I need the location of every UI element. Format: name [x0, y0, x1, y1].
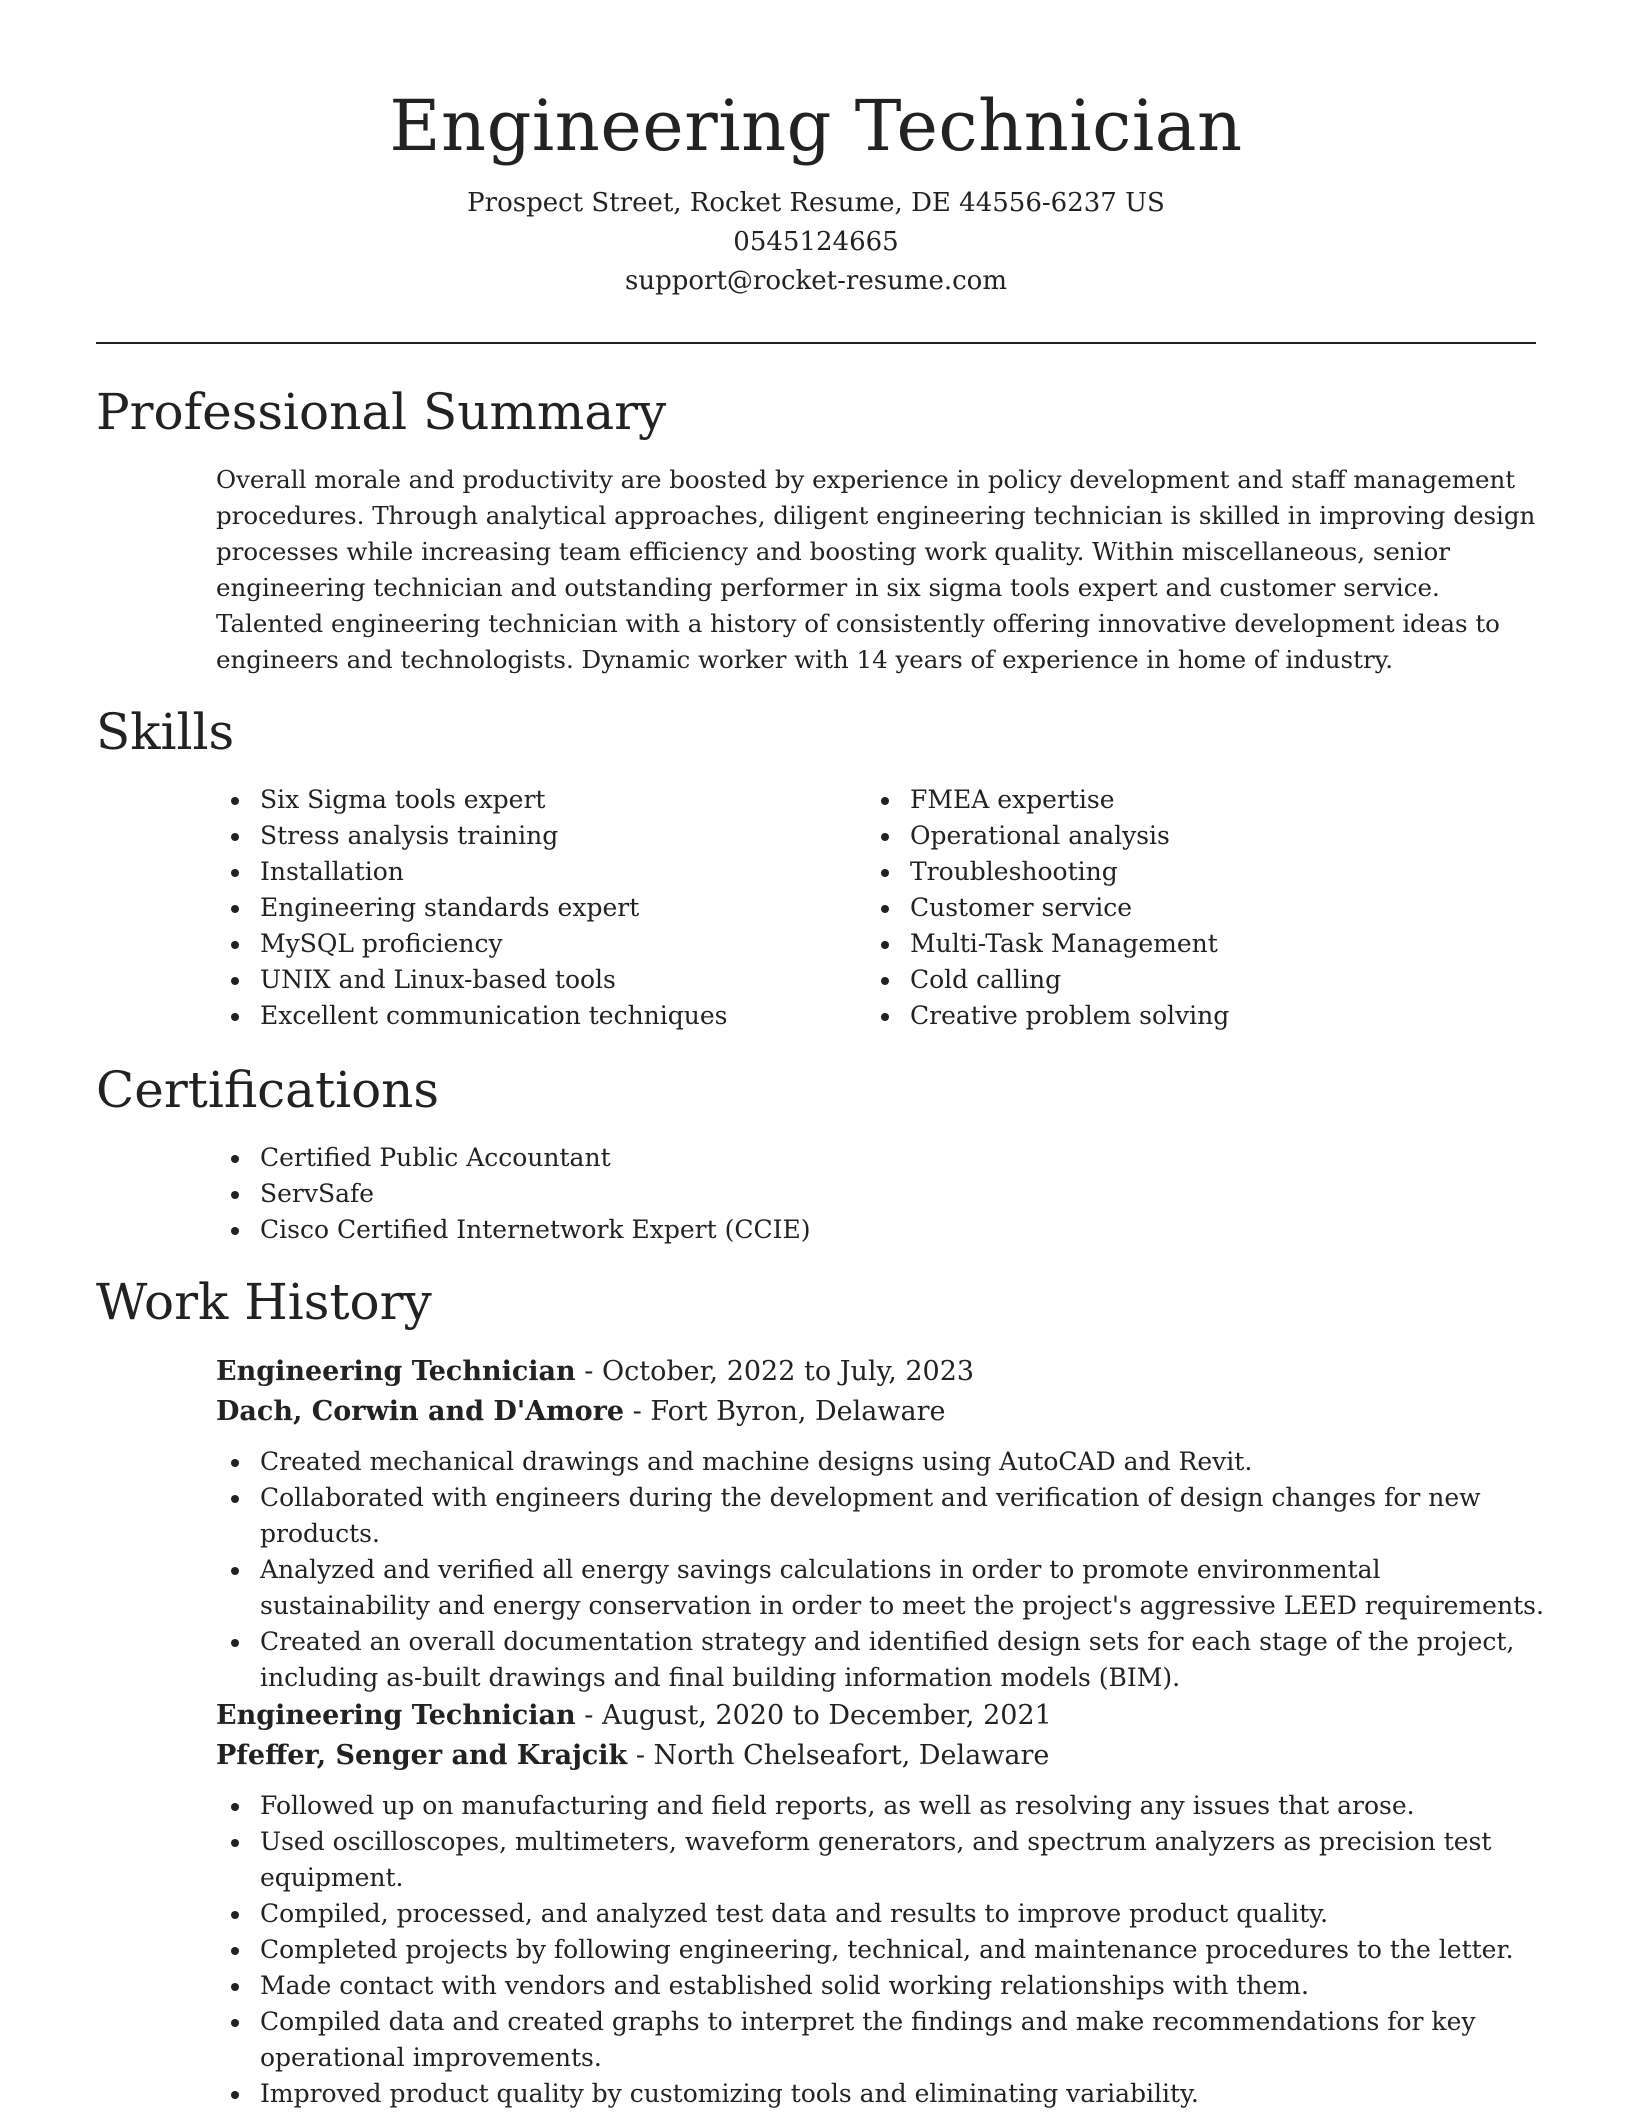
list-item: Compiled data and created graphs to interpret the findings and make recommendations for key operational improvements.: [216, 2004, 1546, 2076]
email-address: support@rocket-resume.com: [624, 266, 1007, 296]
job-role: Engineering Technician: [216, 1700, 576, 1731]
resume-header: [0, 0, 1632, 301]
job-bullets: [216, 1788, 1546, 2112]
job-dates: - October, 2022 to July, 2023: [575, 1356, 975, 1387]
job-location: - Fort Byron, Delaware: [624, 1396, 946, 1427]
list-item: Collaborated with engineers during the development and verification of design changes for new products.: [216, 1480, 1546, 1552]
job-company: Dach, Corwin and D'Amore: [216, 1396, 625, 1427]
list-item: Compiled, processed, and analyzed test data and results to improve product quality.: [216, 1896, 1546, 1932]
list-item: MySQL proficiency: [216, 926, 836, 962]
address: Prospect Street, Rocket Resume, DE 44556-6237 US: [467, 188, 1165, 218]
candidate-name: Engineering Technician: [389, 85, 1243, 167]
phone-number: 0545124665: [733, 227, 899, 257]
job-company-line: [216, 1392, 1546, 1432]
section-title-certifications: Certifications: [96, 1061, 440, 1119]
section-title-skills: Skills: [96, 703, 235, 761]
header-divider: [96, 342, 1536, 344]
list-item: Stress analysis training: [216, 818, 836, 854]
list-item: Multi-Task Management: [866, 926, 1486, 962]
list-item: Operational analysis: [866, 818, 1486, 854]
list-item: Excellent communication techniques: [216, 998, 836, 1034]
list-item: Made contact with vendors and established solid working relationships with them.: [216, 1968, 1546, 2004]
job-entry: [216, 1352, 1546, 1696]
job-dates: - August, 2020 to December, 2021: [575, 1700, 1052, 1731]
job-location: - North Chelseafort, Delaware: [627, 1740, 1050, 1771]
job-title-line: [216, 1352, 1546, 1392]
list-item: Analyzed and verified all energy savings calculations in order to promote environmental sustainability and energy conservation in order to meet the project's aggressive LEED requirements.: [216, 1552, 1546, 1624]
list-item: Engineering standards expert: [216, 890, 836, 926]
summary-text: Overall morale and productivity are boosted by experience in policy development and staff management procedures. Through analytical approaches, diligent engineering technician is skilled in improving design processes while increasing team efficiency and boosting work quality. Within miscellaneous, senior engineering technician and outstanding performer in six sigma tools expert and customer service. Talented engineering technician with a history of consistently offering innovative development ideas to engineers and technologists. Dynamic worker with 14 years of experience in home of industry.: [216, 465, 1536, 674]
list-item: ServSafe: [216, 1176, 1536, 1212]
job-bullets: [216, 1444, 1546, 1696]
list-item: Creative problem solving: [866, 998, 1486, 1034]
job-entry: [216, 1696, 1546, 2112]
list-item: Created mechanical drawings and machine designs using AutoCAD and Revit.: [216, 1444, 1546, 1480]
job-title-line: [216, 1696, 1546, 1736]
job-company-line: [216, 1736, 1546, 1776]
list-item: Certified Public Accountant: [216, 1140, 1536, 1176]
list-item: Customer service: [866, 890, 1486, 926]
list-item: Cold calling: [866, 962, 1486, 998]
list-item: Completed projects by following engineering, technical, and maintenance procedures to the letter.: [216, 1932, 1546, 1968]
list-item: Installation: [216, 854, 836, 890]
job-role: Engineering Technician: [216, 1356, 576, 1387]
list-item: Improved product quality by customizing tools and eliminating variability.: [216, 2076, 1546, 2112]
list-item: FMEA expertise: [866, 782, 1486, 818]
list-item: Followed up on manufacturing and field reports, as well as resolving any issues that arose.: [216, 1788, 1546, 1824]
job-company: Pfeffer, Senger and Krajcik: [216, 1740, 628, 1771]
list-item: Used oscilloscopes, multimeters, waveform generators, and spectrum analyzers as precision test equipment.: [216, 1824, 1546, 1896]
list-item: UNIX and Linux-based tools: [216, 962, 836, 998]
skills-list-right: [866, 782, 1486, 1034]
list-item: Six Sigma tools expert: [216, 782, 836, 818]
list-item: Cisco Certified Internetwork Expert (CCIE): [216, 1212, 1536, 1248]
list-item: Troubleshooting: [866, 854, 1486, 890]
skills-list-left: [216, 782, 836, 1034]
list-item: Created an overall documentation strategy and identified design sets for each stage of the project, including as-built drawings and final building information models (BIM).: [216, 1624, 1546, 1696]
section-title-summary: Professional Summary: [96, 383, 667, 441]
section-title-work-history: Work History: [96, 1273, 432, 1331]
certifications-list: [216, 1140, 1536, 1248]
contact-info: [0, 184, 1632, 301]
